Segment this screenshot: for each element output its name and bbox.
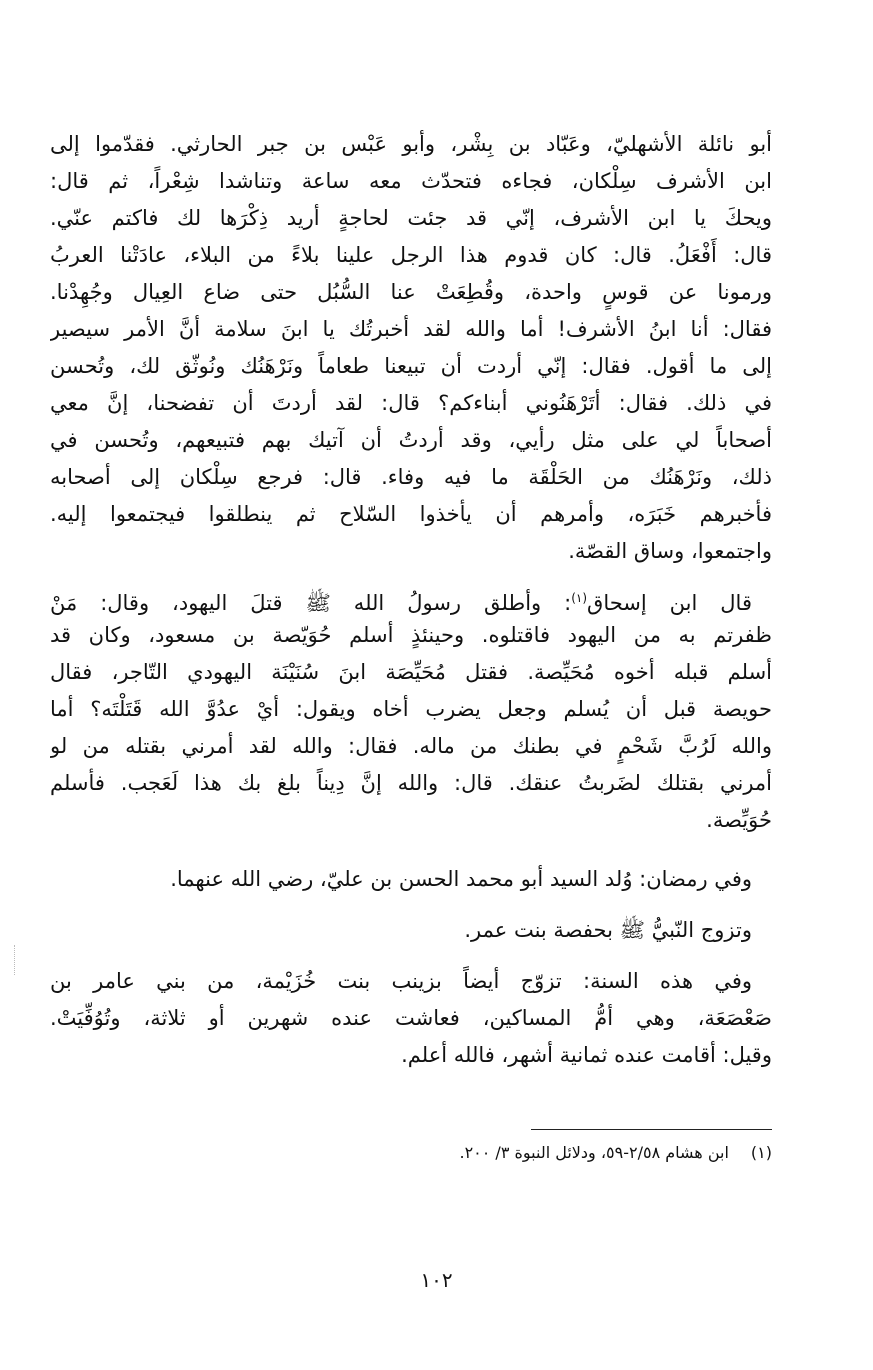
text-line: وفي رمضان: وُلد السيد أبو محمد الحسن بن عليّ، رضي الله عنهما. (170, 867, 752, 891)
text-line: واجتمعوا، وساق القصّة. (568, 539, 772, 563)
text-line: ابن الأشرف سِلْكان، فجاءه فتحدّث معه ساعة وتناشدا شِعْراً، ثم قال: (50, 169, 772, 193)
page-body (50, 126, 772, 1074)
paragraph-3 (50, 861, 772, 898)
footnote-marker[interactable]: (١) (571, 591, 588, 605)
text-line: وتزوج النّبيُّ ﷺ بحفصة بنت عمر. (464, 918, 752, 942)
paragraph-4 (50, 912, 772, 949)
text-line: حُوَيِّصة. (706, 808, 772, 832)
margin-dots (14, 945, 17, 975)
footnote-text: ابن هشام ٢/٥٨-٥٩، ودلائل النبوة ٣/ ٢٠٠. (459, 1143, 729, 1162)
footnote-number: (١) (750, 1143, 772, 1162)
text-line: أصحاباً لي على مثل رأيي، وقد أردتُ أن آتيك بهم فتبيعهم، وتُحسن في (50, 428, 772, 452)
text-line: والله لَرُبَّ شَحْمٍ في بطنك من ماله. فقال: والله لقد أمرني بقتله من لو (50, 734, 772, 758)
text-line: ويحكَ يا ابن الأشرف، إنّي قد جئت لحاجةٍ أريد ذِكْرَها لك فاكتم عنّي. (50, 206, 772, 230)
text-line: فأخبرهم خَبَرَه، وأمرهم أن يأخذوا السّلاح ثم ينطلقوا فيجتمعوا إليه. (50, 502, 772, 526)
paragraph-2 (50, 580, 772, 839)
text-line: أبو نائلة الأشهليّ، وعَبّاد بن بِشْر، وأبو عَبْس بن جبر الحارثي. فقدّموا إلى (50, 132, 772, 156)
text-line: ذلك، ونَرْهَنُك من الحَلْقَة ما فيه وفاء. قال: فرجع سِلْكان إلى أصحابه (50, 465, 772, 489)
text-line: وقيل: أقامت عنده ثمانية أشهر، فالله أعلم. (401, 1043, 772, 1067)
page-number: ١٠٢ (420, 1268, 453, 1292)
citation-text: قال ابن إسحاق (587, 591, 752, 615)
footnote (172, 1140, 772, 1166)
text-line: وفي هذه السنة: تزوّج أيضاً بزينب بنت خُزَيْمة، من بني عامر بن (50, 969, 752, 993)
text-run: : وأطلق رسولُ الله ﷺ قتلَ اليهود، وقال: مَنْ (50, 591, 572, 615)
footnote-divider (531, 1129, 772, 1130)
text-line: حويصة قبل أن يُسلم وجعل يضرب أخاه ويقول: أيْ عدُوَّ الله قَتَلْتَه؟ أما (50, 697, 772, 721)
text-line: أسلم قبله أخوه مُحَيِّصة. فقتل مُحَيِّصَة ابنَ سُنَيْنَة اليهودي التّاجر، فقال (50, 660, 772, 684)
text-line (50, 580, 772, 617)
paragraph-5 (50, 963, 772, 1074)
text-line: في ذلك. فقال: أتَرْهَنُوني أبناءكم؟ قال: لقد أردتَ أن تفضحنا، إنَّ معي (50, 391, 772, 415)
text-line: إلى ما أقول. فقال: إنّي أردت أن تبيعنا طعاماً ونَرْهَنُك ونُوثّق لك، وتُحسن (50, 354, 772, 378)
text-line: أمرني بقتلك لضَربتُ عنقك. قال: والله إنَّ دِيناً بلغ بك هذا لَعَجب. فأسلم (50, 771, 772, 795)
text-line: قال: أَفْعَلُ. قال: كان قدوم هذا الرجل علينا بلاءً من البلاء، عادَتْنا العربُ (50, 243, 772, 267)
text-line: صَعْصَعَة، وهي أمُّ المساكين، فعاشت عنده شهرين أو ثلاثة، وتُوُفِّيَتْ. (50, 1006, 772, 1030)
text-line: ظفرتم به من اليهود فاقتلوه. وحينئذٍ أسلم حُوَيّصة بن مسعود، وكان قد (50, 623, 772, 647)
paragraph-1 (50, 126, 772, 570)
text-line: فقال: أنا ابنُ الأشرف! أما والله لقد أخبرتُك يا ابنَ سلامة أنَّ الأمر سيصير (50, 317, 772, 341)
text-line: ورمونا عن قوسٍ واحدة، وقُطِعَتْ عنا السُّبُل حتى ضاع العِيال وجُهِدْنا. (50, 280, 772, 304)
